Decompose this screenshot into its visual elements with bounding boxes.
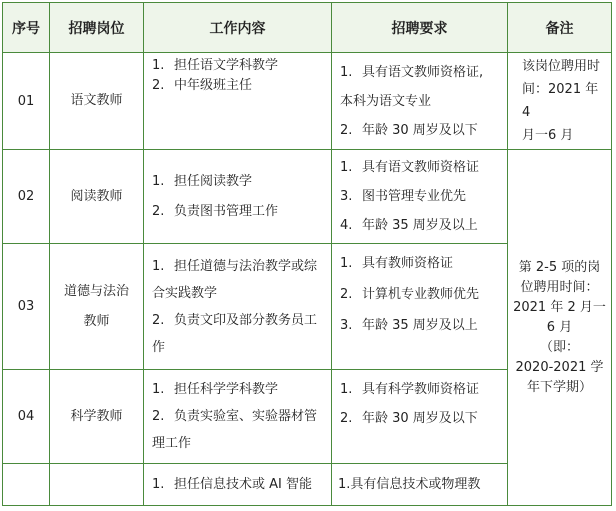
duty-item: 1. 担任道德与法治教学或综 xyxy=(152,258,318,274)
position-name: 教师 xyxy=(83,313,110,329)
requirement-item: 2. 计算机专业教师优先 xyxy=(340,287,480,302)
position-cell xyxy=(50,370,144,464)
remark-line: 间：2021 年 4 xyxy=(522,82,599,120)
header-row xyxy=(3,3,612,53)
duty-item: 1. 担任阅读教学 xyxy=(152,173,253,189)
position-cell xyxy=(50,464,144,506)
duties-cell xyxy=(144,464,332,506)
requirement-item: 4. 年龄 35 周岁及以上 xyxy=(340,218,478,233)
requirement-item: 本科为语文专业 xyxy=(340,93,432,109)
table-row xyxy=(3,150,612,244)
header-position: 招聘岗位 xyxy=(50,3,144,53)
requirements-cell xyxy=(332,150,508,244)
duty-item: 合实践教学 xyxy=(152,285,218,301)
header-remark: 备注 xyxy=(508,3,612,53)
requirement-item: 1. 具有语文教师资格证 xyxy=(340,160,480,175)
requirement-item: 1. 具有语文教师资格证, xyxy=(340,64,484,80)
recruitment-table-wrapper xyxy=(2,2,611,508)
remark-line: （即： xyxy=(539,339,579,355)
row-number: 03 xyxy=(3,244,50,370)
duty-item: 理工作 xyxy=(152,436,192,451)
duty-item: 2. 中年级班主任 xyxy=(152,78,253,93)
requirement-item: 1. 具有科学教师资格证 xyxy=(340,382,480,397)
remark-line: 年下学期） xyxy=(526,379,592,395)
remark-line: 月一6 月 xyxy=(522,128,574,143)
requirements-cell xyxy=(332,244,508,370)
duty-item: 1. 担任科学学科教学 xyxy=(152,382,279,397)
position-cell xyxy=(50,150,144,244)
requirement-item: 3. 年龄 35 周岁及以上 xyxy=(340,318,478,333)
duty-item: 1. 担任语文学科教学 xyxy=(152,58,279,73)
position-cell xyxy=(50,53,144,150)
remark-cell xyxy=(508,53,612,150)
requirements-cell xyxy=(332,53,508,150)
duties-cell xyxy=(144,244,332,370)
duties-cell xyxy=(144,370,332,464)
position-cell xyxy=(50,244,144,370)
remark-line: 位聘用时间： xyxy=(520,279,599,295)
remark-line: 2021 年 2 月一 xyxy=(513,299,606,315)
table-row xyxy=(3,53,612,150)
position-name: 阅读教师 xyxy=(70,188,123,204)
duty-item: 2. 负责文印及部分教务员工 xyxy=(152,312,318,328)
requirement-item: 2. 年龄 30 周岁及以下 xyxy=(340,411,478,426)
row-number xyxy=(3,464,50,506)
position-name: 语文教师 xyxy=(70,93,123,108)
remark-line: 2020-2021 学 xyxy=(515,359,604,375)
position-name: 道德与法治 xyxy=(63,283,129,299)
header-requirements: 招聘要求 xyxy=(332,3,508,53)
shared-remark-cell xyxy=(508,150,612,506)
duties-cell xyxy=(144,150,332,244)
duty-item: 1. 担任信息技术或 AI 智能 xyxy=(152,476,312,492)
duty-item: 2. 负责图书管理工作 xyxy=(152,203,279,219)
header-no: 序号 xyxy=(3,3,50,53)
position-name: 科学教师 xyxy=(70,408,123,424)
remark-line: 该岗位聘用时 xyxy=(522,59,601,74)
recruitment-table xyxy=(2,2,612,506)
header-duties: 工作内容 xyxy=(144,3,332,53)
requirement-item: 1. 具有教师资格证 xyxy=(340,256,454,271)
row-number: 02 xyxy=(3,150,50,244)
requirement-item: 3. 图书管理专业优先 xyxy=(340,189,467,204)
row-number: 01 xyxy=(3,53,50,150)
requirements-cell xyxy=(332,370,508,464)
requirement-item: 2. 年龄 30 周岁及以下 xyxy=(340,122,478,138)
requirements-cell xyxy=(332,464,508,506)
duties-cell xyxy=(144,53,332,150)
duty-item: 作 xyxy=(152,339,166,355)
remark-line: 第 2-5 项的岗 xyxy=(518,259,601,275)
duty-item: 2. 负责实验室、实验器材管 xyxy=(152,409,318,424)
row-number: 04 xyxy=(3,370,50,464)
remark-line: 6 月 xyxy=(546,319,573,335)
requirement-item: 1.具有信息技术或物理教 xyxy=(338,476,481,492)
